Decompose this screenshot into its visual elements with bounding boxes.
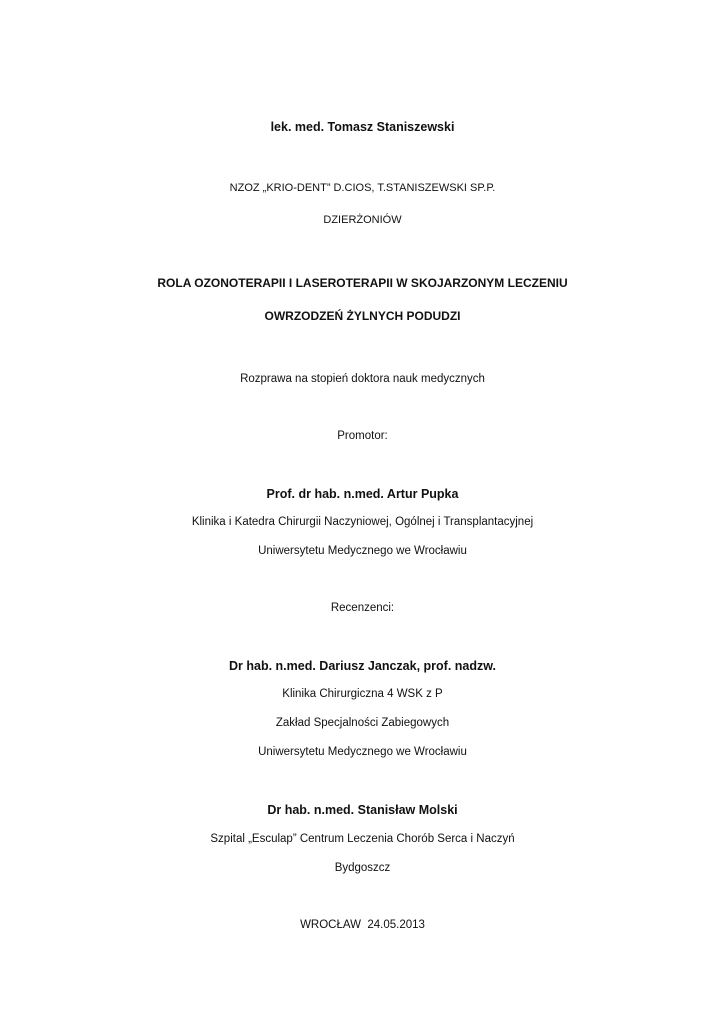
town: DZIERŻONIÓW (323, 214, 402, 226)
reviewer-2-affiliation-line-2: Bydgoszcz (334, 862, 391, 874)
thesis-title-line-1: ROLA OZONOTERAPII I LASEROTERAPII W SKOJARZONYM LECZENIU (157, 276, 568, 290)
institution: NZOZ „KRIO-DENT” D.CIOS, T.STANISZEWSKI SP.P. (229, 182, 496, 194)
promotor-affiliation-line-1: Klinika i Katedra Chirurgii Naczyniowej, Ogólnej i Transplantacyjnej (191, 516, 534, 528)
thesis-title-line-2: OWRZODZEŃ ŻYLNYCH PODUDZI (264, 309, 461, 323)
place-and-date: WROCŁAW 24.05.2013 (300, 919, 425, 931)
reviewer-1-name: Dr hab. n.med. Dariusz Janczak, prof. nadzw. (229, 659, 496, 673)
degree-statement: Rozprawa na stopień doktora nauk medycznych (240, 373, 485, 385)
reviewer-1-affiliation-line-3: Uniwersytetu Medycznego we Wrocławiu (258, 746, 467, 758)
reviewer-1-affiliation-line-1: Klinika Chirurgiczna 4 WSK z P (282, 688, 443, 700)
reviewer-1-affiliation-line-2: Zakład Specjalności Zabiegowych (275, 717, 450, 729)
reviewer-2-name: Dr hab. n.med. Stanisław Molski (267, 803, 458, 817)
reviewers-label: Recenzenci: (330, 602, 395, 614)
reviewer-2-affiliation-line-1: Szpital „Esculap” Centrum Leczenia Chorób Serca i Naczyń (210, 833, 515, 845)
promotor-label: Promotor: (337, 430, 388, 442)
promotor-affiliation-line-2: Uniwersytetu Medycznego we Wrocławiu (258, 545, 467, 557)
promotor-name: Prof. dr hab. n.med. Artur Pupka (266, 487, 459, 501)
author-name: lek. med. Tomasz Staniszewski (270, 120, 455, 134)
